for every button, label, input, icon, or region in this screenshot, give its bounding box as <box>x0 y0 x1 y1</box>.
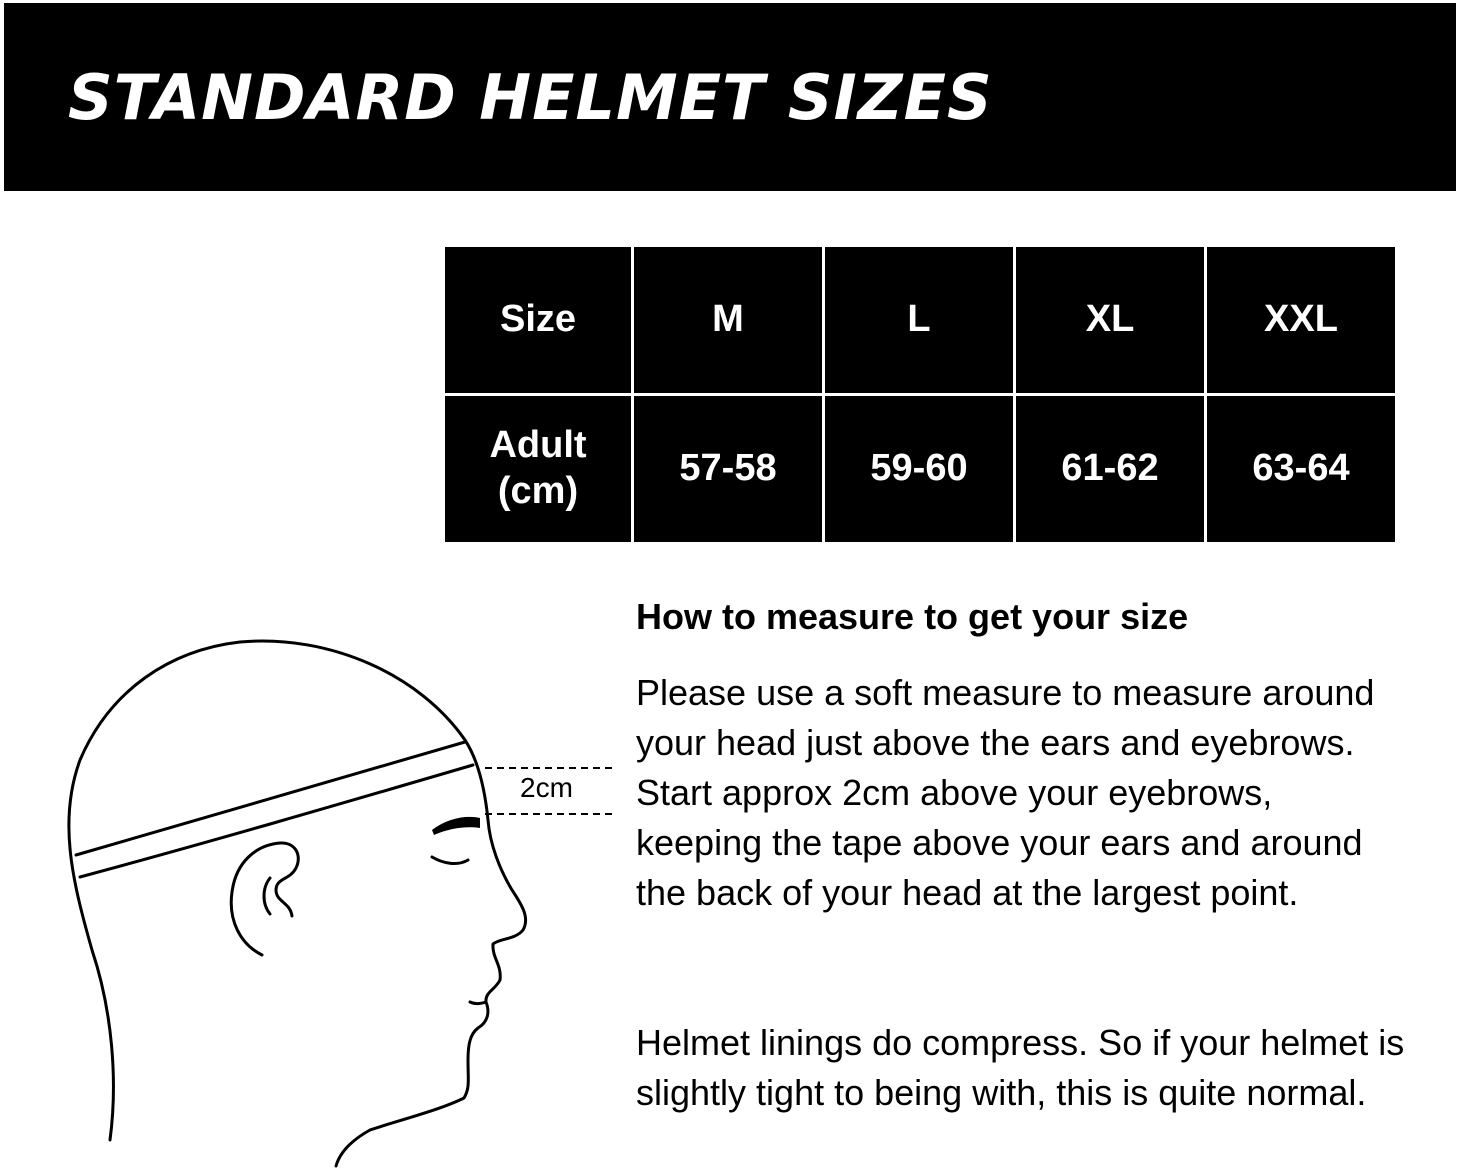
row-label-adult: Adult <box>489 424 587 467</box>
size-cell-l: L <box>824 247 1015 395</box>
tape-band <box>76 742 465 855</box>
range-cell-xl: 61-62 <box>1015 395 1206 543</box>
tape-offset-label: 2cm <box>520 772 573 803</box>
size-cell-xl: XL <box>1015 247 1206 395</box>
range-cell-m: 57-58 <box>633 395 824 543</box>
page-title: STANDARD HELMET SIZES <box>68 61 993 134</box>
size-cell-m: M <box>633 247 824 395</box>
head-outline <box>69 641 526 1140</box>
instructions-paragraph-2: Helmet linings do compress. So if your helmet is slightly tight to being with, this is quite normal. <box>636 1022 1405 1113</box>
size-chart-table <box>445 247 1395 542</box>
title-banner <box>4 3 1456 191</box>
measurement-row-label <box>445 395 633 543</box>
range-cell-xxl: 63-64 <box>1206 395 1396 543</box>
size-header-label: Size <box>445 247 633 395</box>
instructions-paragraph-1: Please use a soft measure to measure around your head just above the ears and eyebrows. Start approx 2cm above your eyebrows, keeping the tape above your ears and around the back of your head at the largest point. <box>636 672 1375 913</box>
measurement-row <box>445 395 1395 543</box>
tape-band-lower <box>80 765 473 877</box>
neck-line <box>336 1130 370 1166</box>
row-label-unit: (cm) <box>497 470 579 512</box>
closed-eye-icon <box>432 857 468 864</box>
size-cell-xxl: XXL <box>1206 247 1396 395</box>
eyebrow-icon <box>432 817 480 835</box>
head-measurement-illustration <box>0 560 640 1168</box>
instructions-heading: How to measure to get your size <box>636 596 1189 637</box>
range-cell-l: 59-60 <box>824 395 1015 543</box>
size-header-row <box>445 247 1395 395</box>
mouth-line <box>470 1002 486 1004</box>
